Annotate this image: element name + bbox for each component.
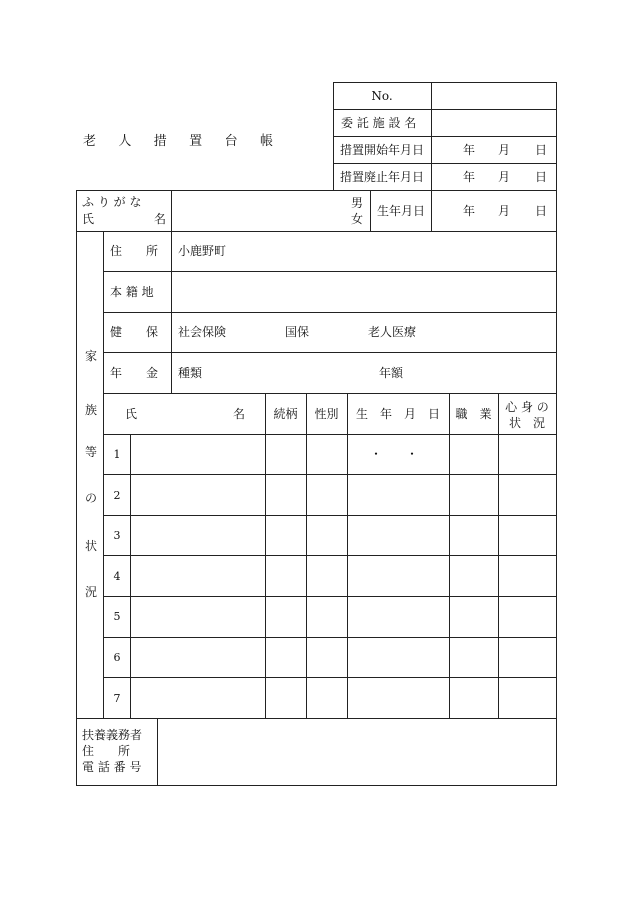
start-day: 日: [535, 143, 548, 157]
end-date-label: 措置廃止年月日: [340, 170, 425, 184]
row-number: 6: [113, 651, 121, 664]
rule: [103, 596, 557, 597]
col-occupation: 職 業: [455, 407, 492, 421]
rule: [333, 109, 557, 110]
furigana-text: ふ り が な: [82, 195, 142, 209]
supporter-phone-label: 電 話 番 号: [82, 760, 142, 774]
start-month: 月: [498, 143, 511, 157]
start-date-label: 措置開始年月日: [340, 143, 425, 157]
family-label-char: 家: [84, 349, 97, 363]
rule: [130, 434, 131, 718]
rule: [431, 82, 432, 190]
row1-date-dots: ・ ・: [370, 447, 419, 461]
domicile-label: 本 籍 地: [110, 285, 154, 299]
rule: [498, 393, 499, 718]
rule: [103, 434, 557, 435]
rule: [103, 312, 557, 313]
rule: [306, 393, 307, 718]
col-relation: 続柄: [273, 407, 298, 421]
gender-male: 男: [351, 196, 364, 210]
pension-type-label: 種類: [178, 366, 203, 380]
rule: [333, 82, 557, 83]
rule: [103, 637, 557, 638]
address-label: 住 所: [110, 244, 159, 258]
rule: [370, 190, 371, 231]
rule: [171, 190, 172, 231]
pension-label: 年 金: [110, 366, 159, 380]
insurance-option: 老人医療: [368, 325, 417, 339]
row-number: 5: [113, 610, 121, 623]
col-health-a: 心 身 の: [505, 400, 549, 414]
facility-label: 委 託 施 設 名: [341, 116, 417, 130]
family-label-char: 況: [84, 585, 97, 599]
title-char: 置: [189, 134, 203, 149]
rule: [333, 163, 557, 164]
col-health-b: 状 況: [508, 416, 545, 430]
gender-female: 女: [351, 212, 364, 226]
pension-amount-label: 年額: [379, 366, 404, 380]
title-char: 帳: [259, 134, 273, 149]
insurance-label: 健 保: [110, 325, 159, 339]
rule: [265, 393, 266, 718]
rule: [76, 190, 77, 786]
address-value: 小鹿野町: [178, 244, 227, 258]
rule: [449, 393, 450, 718]
col-name-b: 名: [233, 407, 246, 421]
title-char: 台: [224, 134, 238, 149]
col-gender: 性別: [314, 407, 339, 421]
family-label-char: 状: [84, 539, 97, 553]
insurance-option: 社会保険: [178, 325, 227, 339]
supporter-label: 扶養義務者: [82, 728, 143, 742]
name-label-b: 名: [154, 212, 167, 226]
rule: [103, 677, 557, 678]
title-char: 老: [83, 134, 97, 149]
furigana-chars: [82, 196, 166, 208]
row-number: 7: [113, 692, 121, 705]
end-day: 日: [535, 170, 548, 184]
family-label-char: 族: [84, 403, 97, 417]
rule: [76, 718, 557, 719]
birth-year: 年: [463, 204, 476, 218]
rule: [76, 190, 557, 191]
start-year: 年: [463, 143, 476, 157]
row-number: 1: [113, 448, 121, 461]
rule: [103, 393, 557, 394]
row-number: 2: [113, 489, 121, 502]
rule: [333, 136, 557, 137]
col-name-a: 氏: [125, 407, 138, 421]
no-label: No.: [371, 89, 393, 103]
row-number: 3: [113, 529, 121, 542]
col-birth: 生 年 月 日: [355, 407, 440, 421]
title-char: 措: [153, 134, 167, 149]
birthdate-label: 生年月日: [377, 204, 426, 218]
rule: [103, 271, 557, 272]
title-char: 人: [118, 134, 132, 149]
end-month: 月: [498, 170, 511, 184]
row-number: 4: [113, 570, 121, 583]
birth-month: 月: [498, 204, 511, 218]
rule: [103, 515, 557, 516]
family-label-char: 等: [84, 445, 97, 459]
rule: [157, 718, 158, 786]
name-label-a: 氏: [82, 212, 95, 226]
rule: [347, 393, 348, 718]
page-title: [83, 130, 273, 149]
rule: [103, 352, 557, 353]
rule: [76, 785, 557, 786]
family-label-char: の: [84, 491, 97, 505]
furigana-label: [82, 196, 166, 208]
rule: [103, 474, 557, 475]
rule: [431, 190, 432, 231]
supporter-address-label: 住 所: [82, 744, 131, 758]
rule: [103, 555, 557, 556]
rule: [76, 231, 557, 232]
birth-day: 日: [535, 204, 548, 218]
insurance-option: 国保: [285, 325, 310, 339]
end-year: 年: [463, 170, 476, 184]
